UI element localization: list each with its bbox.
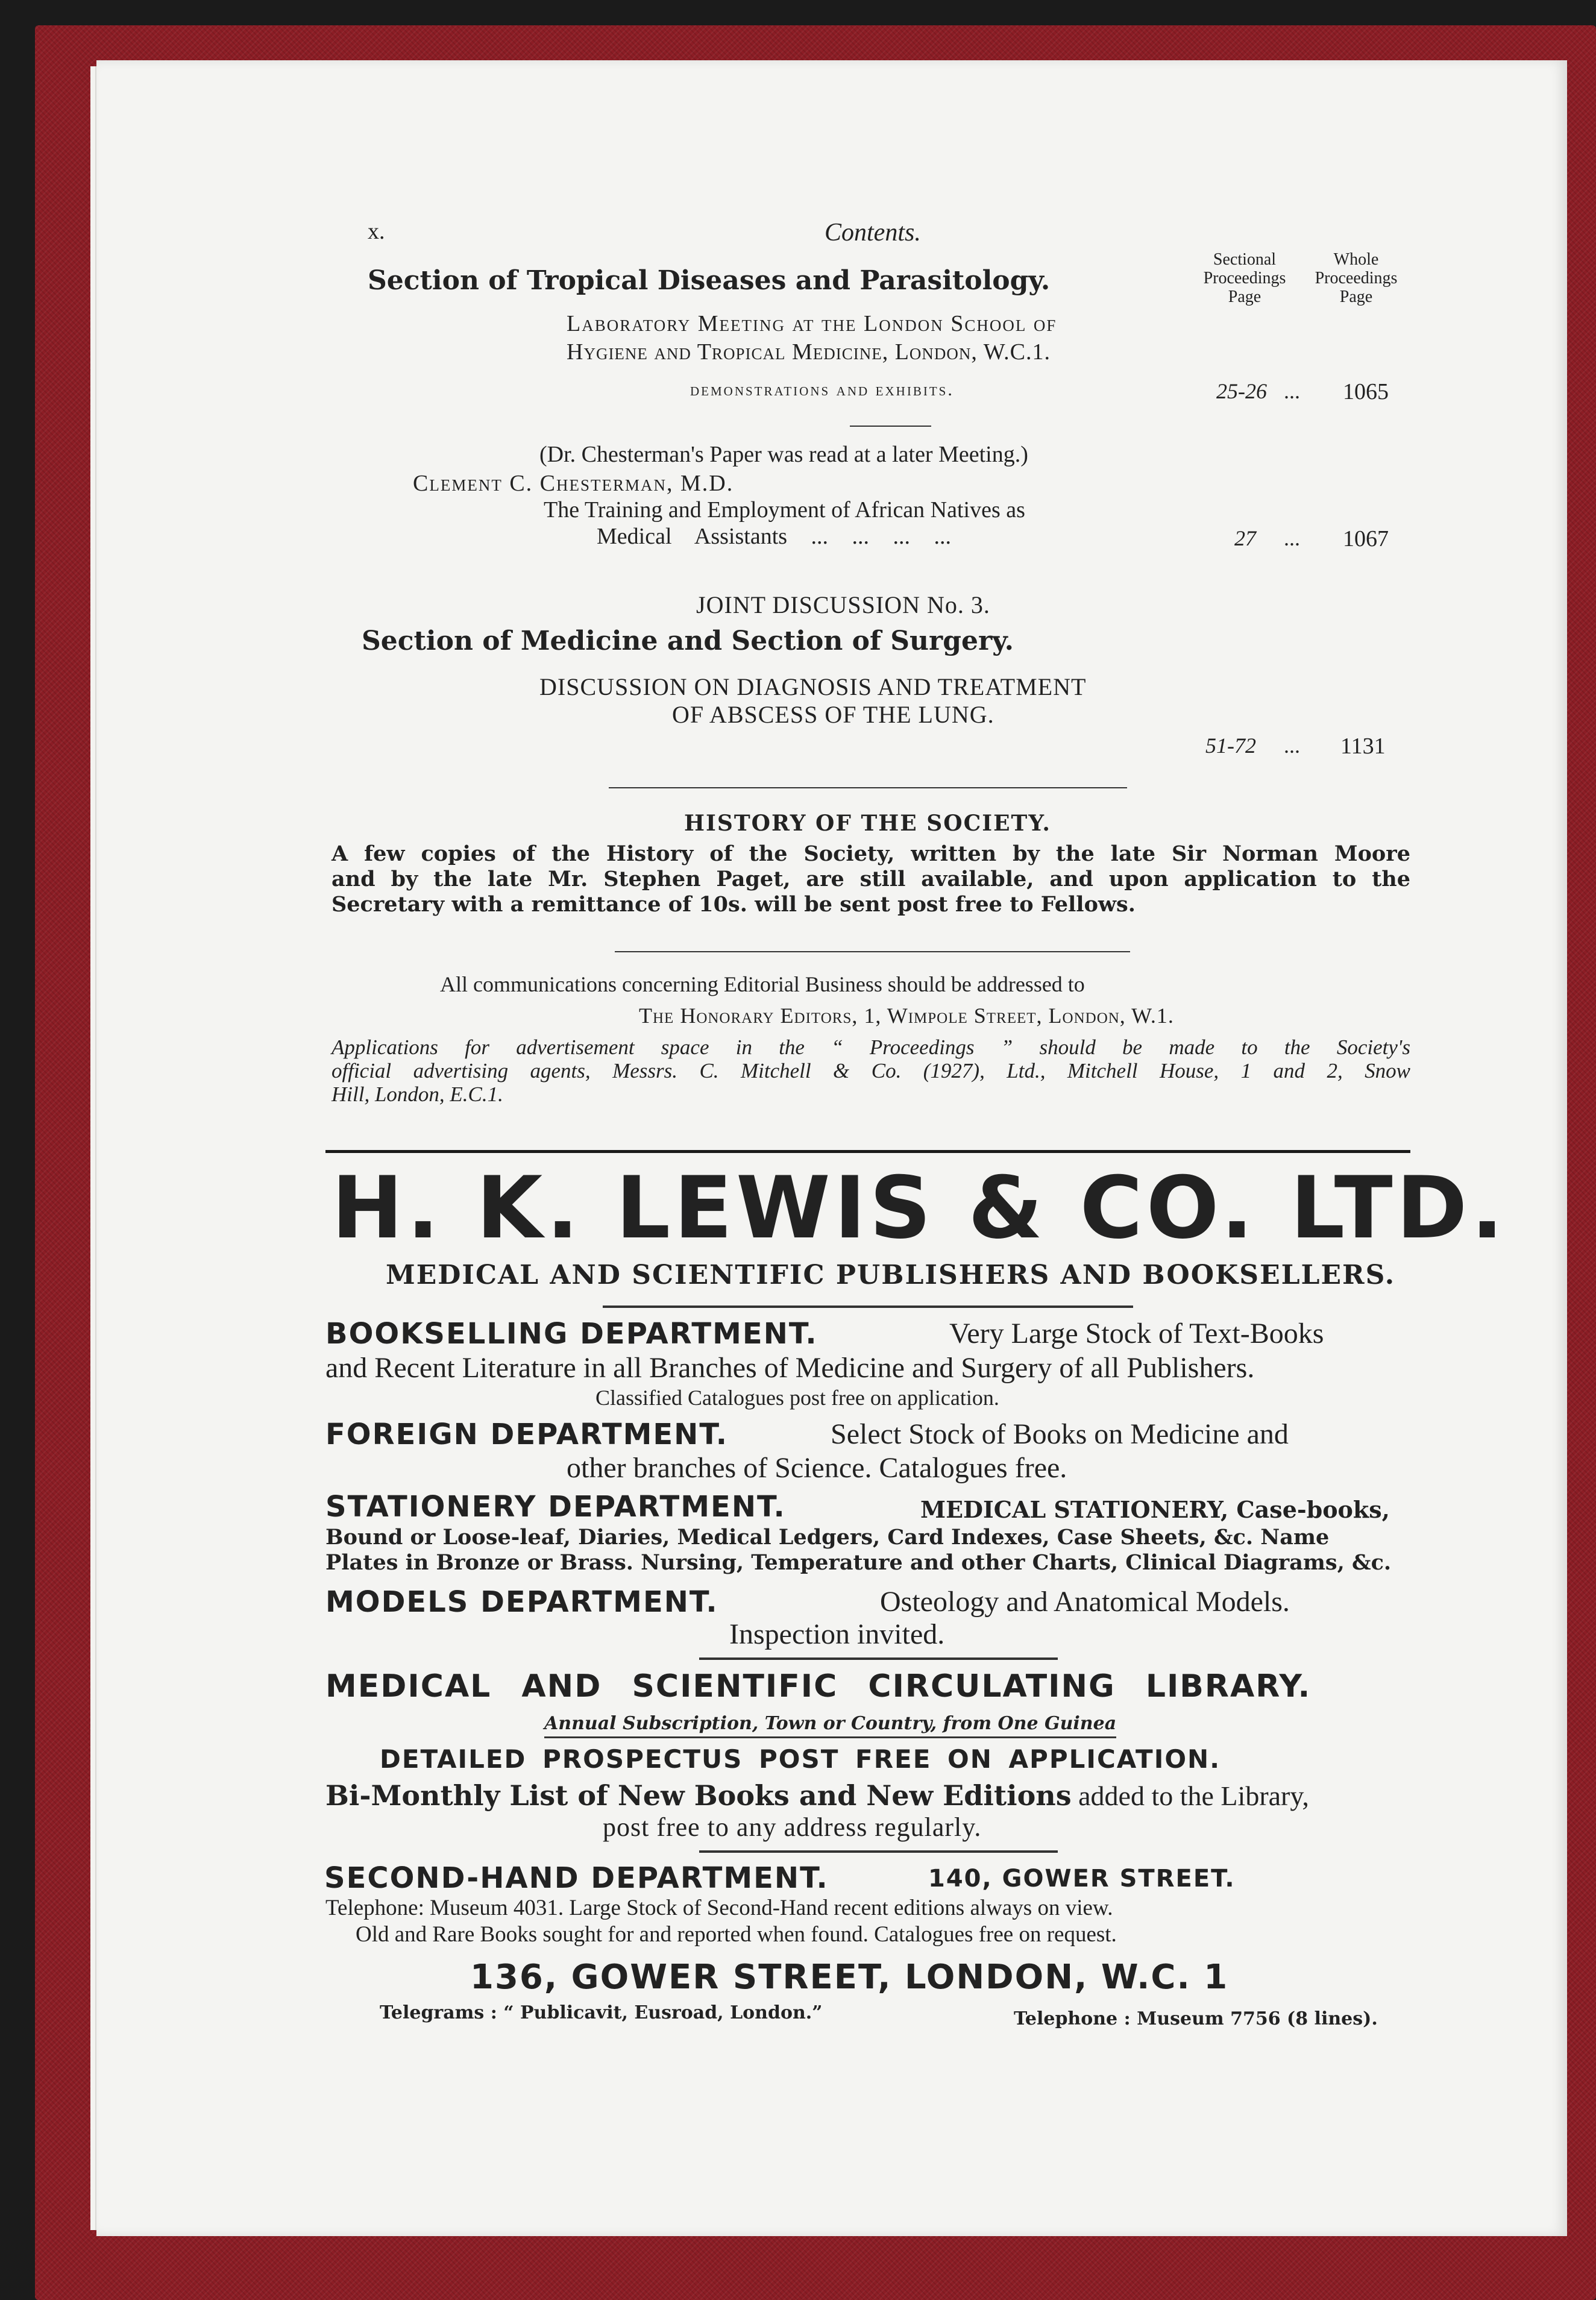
discussion-line-2: OF ABSCESS OF THE LUNG.	[672, 701, 994, 728]
main-address: 136, GOWER STREET, LONDON, W.C. 1	[470, 1958, 1229, 1997]
bookselling-text-2: and Recent Literature in all Branches of Medicine and Surgery of all Publishers.	[325, 1352, 1255, 1384]
column-header-sectional: Sectional Proceedings Page	[1203, 250, 1286, 306]
demonstrations-entry: demonstrations and exhibits.	[690, 380, 954, 400]
running-title: Contents.	[825, 219, 921, 247]
section-title-tropical: Section of Tropical Diseases and Parasitology.	[368, 265, 1051, 296]
bimonthly-rest: added to the Library,	[1078, 1780, 1309, 1811]
bookselling-text-3: Classified Catalogues post free on application.	[595, 1386, 999, 1410]
divider-editorial	[615, 951, 1130, 952]
library-subscription: Annual Subscription, Town or Country, from One Guinea	[544, 1713, 1116, 1738]
advert-rule-2	[699, 1657, 1058, 1660]
demos-sectional-page: 25-26	[1216, 379, 1267, 403]
advertiser-subtitle: MEDICAL AND SCIENTIFIC PUBLISHERS AND BOOKSELLERS.	[386, 1260, 1396, 1290]
demos-whole-page: 1065	[1343, 379, 1389, 404]
bimonthly-line	[325, 1779, 1309, 1812]
page-number: x.	[368, 219, 385, 244]
discussion-whole-page: 1131	[1340, 734, 1386, 759]
library-heading: MEDICAL AND SCIENTIFIC CIRCULATING LIBRARY.	[325, 1668, 1312, 1705]
stationery-text-3: Plates in Bronze or Brass. Nursing, Temperature and other Charts, Clinical Diagrams, &c.	[325, 1550, 1392, 1575]
advert-top-rule	[325, 1150, 1410, 1153]
paper-note: (Dr. Chesterman's Paper was read at a later Meeting.)	[539, 442, 1028, 467]
foreign-text-2: other branches of Science. Catalogues free.	[567, 1452, 1067, 1484]
history-last-line: Secretary with a remittance of 10s. will be sent post free to Fellows.	[331, 892, 1136, 917]
secondhand-address: 140, GOWER STREET.	[928, 1865, 1236, 1893]
paper-sectional-page: 27	[1234, 526, 1256, 550]
column-header-whole: Whole Proceedings Page	[1315, 250, 1398, 306]
discussion-sectional-page: 51-72	[1205, 734, 1256, 758]
paper-dots: ...	[1284, 526, 1300, 550]
paper-title-line-1: The Training and Employment of African Natives as	[544, 497, 1025, 523]
secondhand-heading: SECOND-HAND DEPARTMENT.	[324, 1861, 829, 1895]
meeting-line-1: Laboratory Meeting at the London School of	[567, 311, 1057, 336]
joint-discussion-label: JOINT DISCUSSION No. 3.	[696, 591, 990, 618]
editorial-line-1: All communications concerning Editorial Business should be addressed to	[440, 972, 1085, 996]
advert-rule-3	[699, 1850, 1058, 1853]
foreign-text-1: Select Stock of Books on Medicine and	[831, 1418, 1289, 1450]
prospectus-line: DETAILED PROSPECTUS POST FREE ON APPLICATION.	[380, 1744, 1221, 1774]
demos-dots: ...	[1284, 379, 1300, 403]
editorial-address: The Honorary Editors, 1, Wimpole Street, London, W.1.	[639, 1004, 1174, 1028]
advert-rule-1	[603, 1306, 1133, 1308]
telephone: Telephone : Museum 7756 (8 lines).	[1014, 2008, 1378, 2029]
book-page	[96, 60, 1567, 2236]
stationery-heading: STATIONERY DEPARTMENT.	[325, 1490, 786, 1524]
history-paragraph: A few copies of the History of the Society, written by the late Sir Norman Moore and by the late Mr. Stephen Paget, are still available, and upon application to the	[331, 841, 1410, 891]
author-chesterman: Clement C. Chesterman, M.D.	[413, 471, 734, 496]
short-divider	[850, 426, 931, 427]
models-heading: MODELS DEPARTMENT.	[325, 1585, 718, 1619]
models-text-1: Osteology and Anatomical Models.	[880, 1586, 1290, 1618]
bimonthly-bold: Bi-Monthly List of New Books and New Editions	[325, 1779, 1072, 1812]
secondhand-line-2: Old and Rare Books sought for and reported when found. Catalogues free on request.	[356, 1922, 1117, 1947]
bimonthly-line-2: post free to any address regularly.	[603, 1812, 982, 1842]
meeting-line-2: Hygiene and Tropical Medicine, London, W.C.1.	[567, 339, 1051, 365]
history-title: HISTORY OF THE SOCIETY.	[684, 811, 1051, 836]
stationery-text-2: Bound or Loose-leaf, Diaries, Medical Ledgers, Card Indexes, Case Sheets, &c. Name	[325, 1525, 1330, 1550]
foreign-heading: FOREIGN DEPARTMENT.	[325, 1418, 728, 1451]
bookselling-text-1: Very Large Stock of Text-Books	[949, 1318, 1324, 1350]
paper-whole-page: 1067	[1343, 526, 1389, 551]
section-title-medicine-surgery: Section of Medicine and Section of Surgery.	[362, 626, 1014, 656]
secondhand-line-1: Telephone: Museum 4031. Large Stock of Second-Hand recent editions always on view.	[325, 1896, 1113, 1920]
advertising-note: Applications for advertisement space in the “ Proceedings ” should be made to the Society's official advertising agents, Messrs. C. Mitchell & Co. (1927), Ltd., Mitchell House, 1 and 2, Snow	[331, 1035, 1410, 1082]
discussion-dots: ...	[1284, 734, 1300, 758]
stationery-text-1: MEDICAL STATIONERY, Case-books,	[920, 1496, 1390, 1523]
bookselling-heading: BOOKSELLING DEPARTMENT.	[325, 1317, 818, 1351]
discussion-line-1: DISCUSSION ON DIAGNOSIS AND TREATMENT	[539, 673, 1087, 700]
models-text-2: Inspection invited.	[729, 1618, 945, 1650]
divider-history	[609, 787, 1127, 788]
advertiser-name: H. K. LEWIS & CO. LTD.	[331, 1158, 1507, 1258]
paper-title-line-2: Medical Assistants ... ... ... ...	[597, 524, 952, 549]
telegrams: Telegrams : “ Publicavit, Eusroad, London.”	[380, 2002, 823, 2023]
advertising-note-last: Hill, London, E.C.1.	[331, 1082, 503, 1106]
